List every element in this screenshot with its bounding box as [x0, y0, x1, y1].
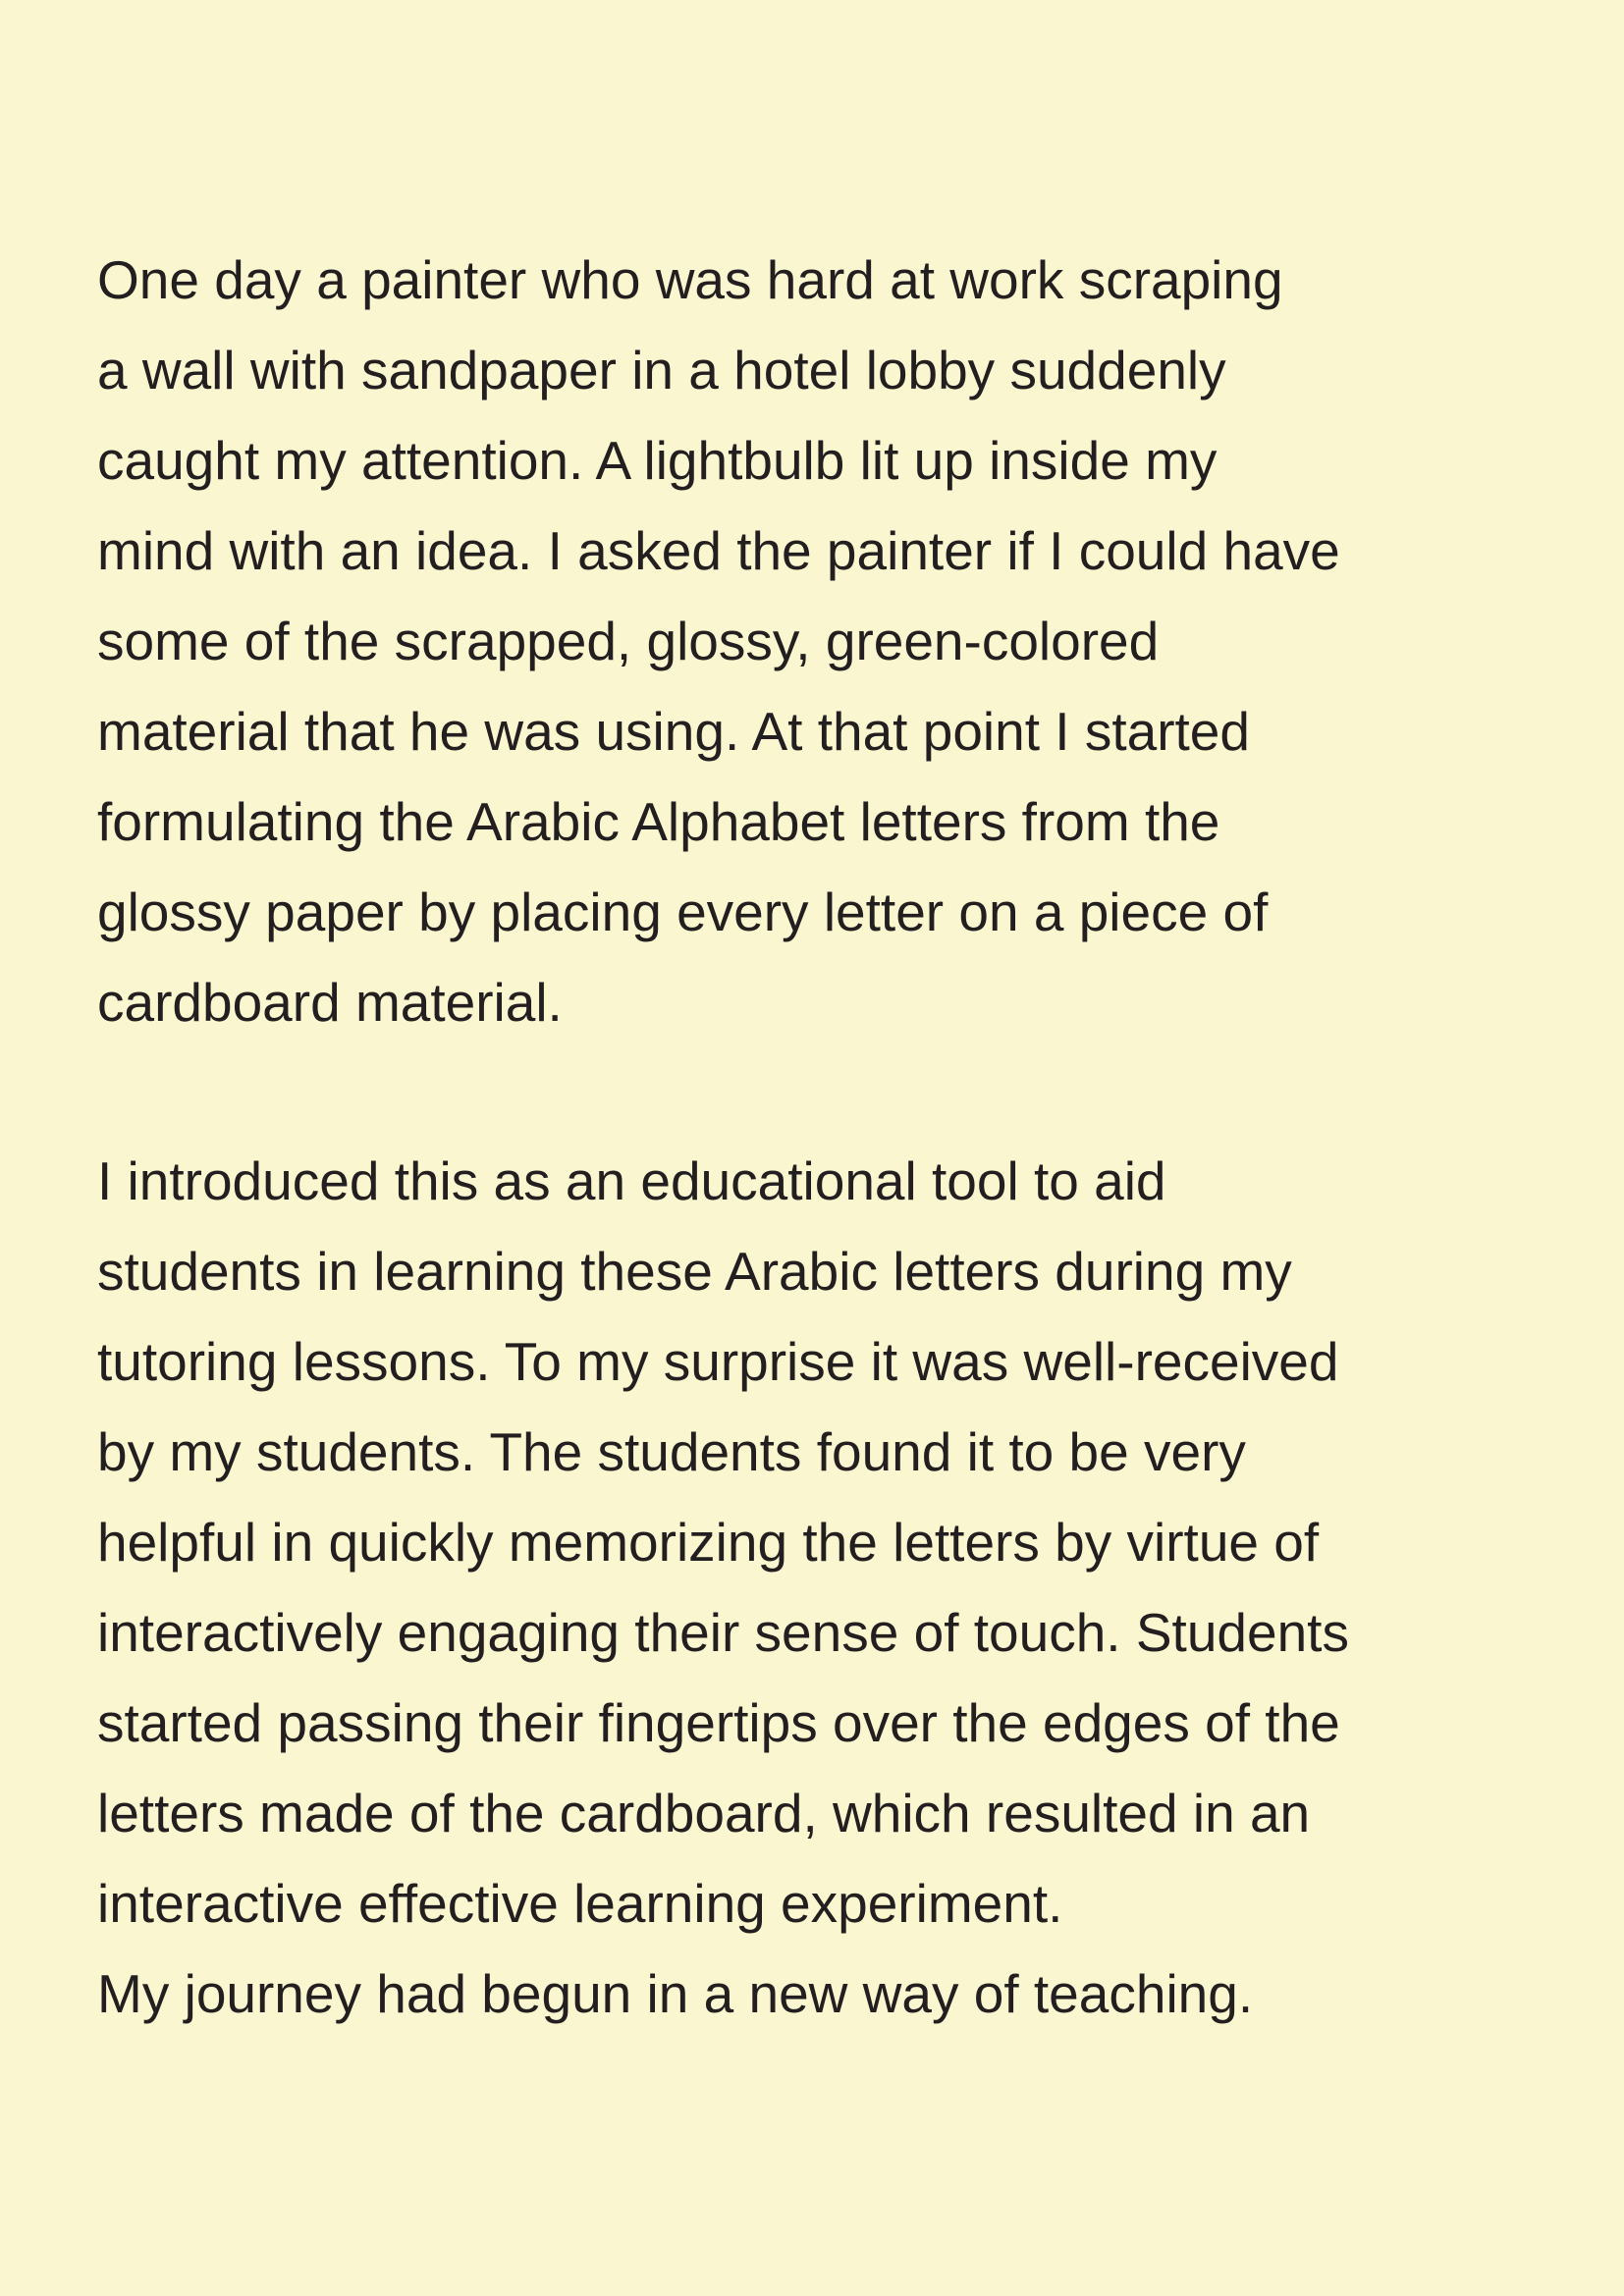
paragraph-2-line-8: letters made of the cardboard, which resulted in an — [97, 1783, 1311, 1843]
paragraph-2-line-1: I introduced this as an educational tool to aid — [97, 1150, 1166, 1211]
paragraph-1-line-3: caught my attention. A lightbulb lit up inside my — [97, 430, 1218, 491]
paragraph-1-line-8: glossy paper by placing every letter on a piece of — [97, 881, 1269, 942]
paragraph-1-line-2: a wall with sandpaper in a hotel lobby suddenly — [97, 340, 1226, 400]
paragraph-2-line-2: students in learning these Arabic letters during my — [97, 1241, 1292, 1302]
paragraph-1-line-9: cardboard material. — [97, 972, 563, 1033]
paragraph-1-line-1: One day a painter who was hard at work scraping — [97, 249, 1283, 310]
paragraph-1-line-7: formulating the Arabic Alphabet letters from the — [97, 791, 1220, 852]
paragraph-2-line-7: started passing their fingertips over the edges of the — [97, 1692, 1340, 1753]
paragraph-1-line-5: some of the scrapped, glossy, green-colored — [97, 611, 1160, 671]
paragraph-2-line-5: helpful in quickly memorizing the letters by virtue of — [97, 1512, 1320, 1573]
paragraph-2-line-9: interactive effective learning experiment. — [97, 1873, 1063, 1934]
paragraph-2-line-3: tutoring lessons. To my surprise it was well-received — [97, 1331, 1339, 1392]
paragraph-2-line-4: by my students. The students found it to be very — [97, 1421, 1246, 1482]
paragraph-1-line-4: mind with an idea. I asked the painter if I could have — [97, 520, 1340, 581]
paragraph-2-line-10: My journey had begun in a new way of teaching. — [97, 1963, 1254, 2024]
paragraph-1-line-6: material that he was using. At that point I started — [97, 701, 1250, 762]
paragraph-2-line-6: interactively engaging their sense of touch. Students — [97, 1602, 1349, 1663]
